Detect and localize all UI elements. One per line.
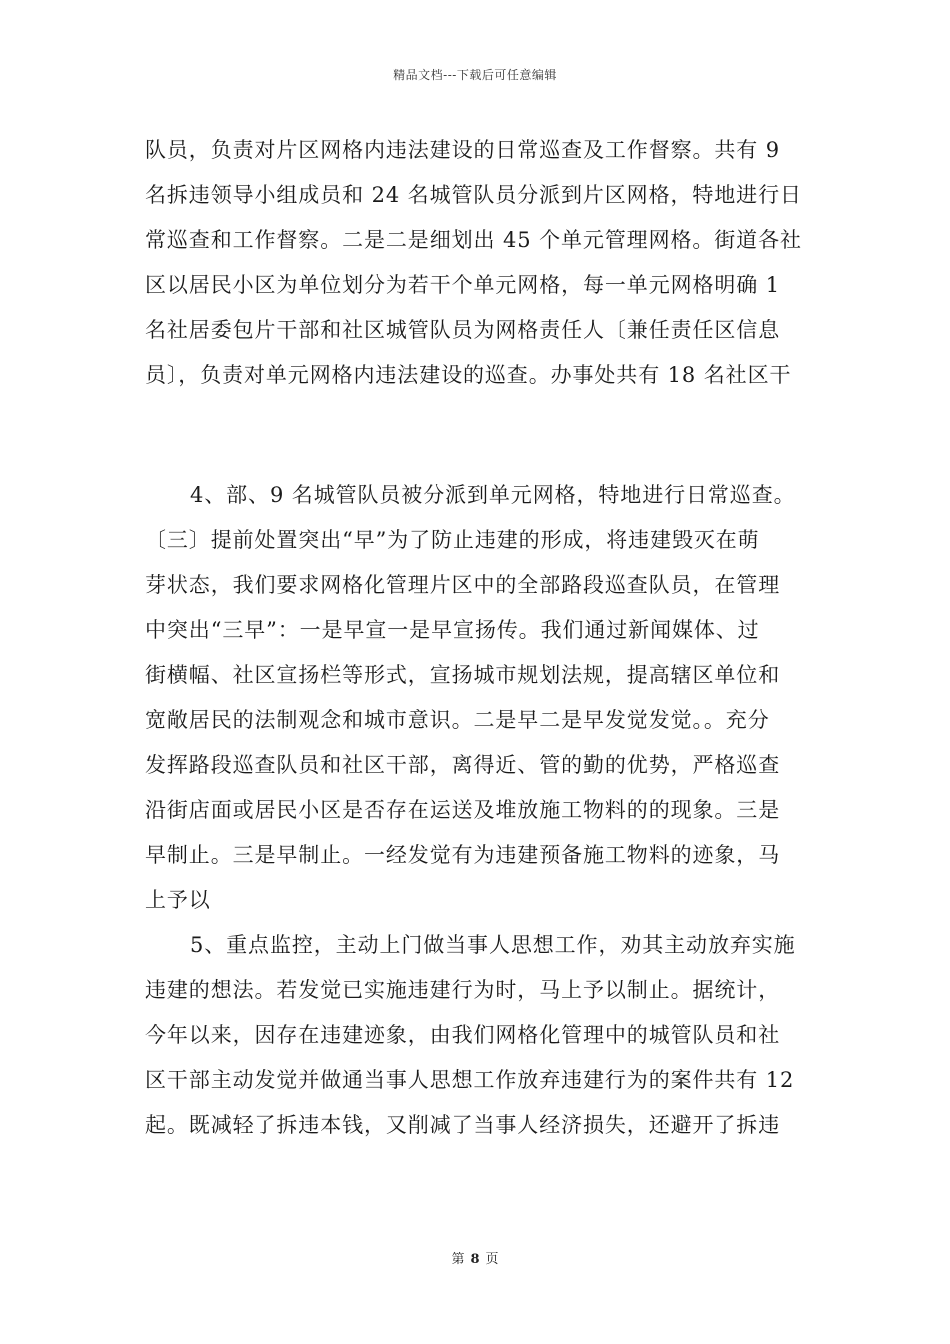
- text-line: 发挥路段巡查队员和社区干部，离得近、管的勤的优势，严格巡查: [145, 753, 781, 777]
- text-line: 队员，负责对片区网格内违法建设的日常巡查及工作督察。共有 9: [145, 138, 781, 162]
- text-line: 名社居委包片干部和社区城管队员为网格责任人〔兼任责任区信息: [145, 318, 781, 342]
- text-line: 早制止。三是早制止。一经发觉有为违建预备施工物料的迹象，马: [145, 843, 781, 867]
- text-line: 员〕，负责对单元网格内违法建设的巡查。办事处共有 18 名社区干: [145, 363, 792, 387]
- text-line: 区以居民小区为单位划分为若干个单元网格，每一单元网格明确 1: [145, 273, 781, 297]
- paragraph-1: [145, 128, 810, 398]
- text-line: 宽敞居民的法制观念和城市意识。二是早二是早发觉发觉。。充分: [145, 708, 770, 732]
- text-line: 5、重点监控，主动上门做当事人思想工作，劝其主动放弃实施: [190, 933, 796, 957]
- paragraph-2-and-3: [145, 473, 810, 1148]
- page-footer: [0, 1248, 950, 1267]
- page-number-prefix: 第: [451, 1252, 465, 1267]
- page-number-suffix: 页: [485, 1252, 499, 1267]
- text-line: 违建的想法。若发觉已实施违建行为时，马上予以制止。据统计，: [145, 978, 781, 1002]
- text-line: 芽状态，我们要求网格化管理片区中的全部路段巡查队员，在管理: [145, 573, 781, 597]
- text-line: 沿街店面或居民小区是否存在运送及堆放施工物料的的现象。三是: [145, 798, 781, 822]
- text-line: 4、部、9 名城管队员被分派到单元网格，特地进行日常巡查。: [190, 483, 796, 507]
- text-line: 中突出“三早”：一是早宣一是早宣扬传。我们通过新闻媒体、过: [145, 618, 760, 642]
- text-line: 常巡查和工作督察。二是二是细划出 45 个单元管理网格。街道各社: [145, 228, 802, 252]
- text-line: 上予以: [145, 888, 211, 912]
- text-line: 〔三〕提前处置突出“早”为了防止违建的形成，将违建毁灭在萌: [145, 528, 760, 552]
- page-number: 8: [470, 1252, 480, 1267]
- page-header: 精品文档---下载后可任意编辑: [393, 68, 557, 82]
- text-line: 街横幅、社区宣扬栏等形式，宣扬城市规划法规，提高辖区单位和: [145, 663, 781, 687]
- text-line: 区干部主动发觉并做通当事人思想工作放弃违建行为的案件共有 12: [145, 1068, 795, 1092]
- text-line: 名拆违领导小组成员和 24 名城管队员分派到片区网格，特地进行日: [145, 183, 802, 207]
- text-line: 起。既减轻了拆违本钱，又削减了当事人经济损失，还避开了拆违: [145, 1113, 781, 1137]
- text-line: 今年以来，因存在违建迹象，由我们网格化管理中的城管队员和社: [145, 1023, 781, 1047]
